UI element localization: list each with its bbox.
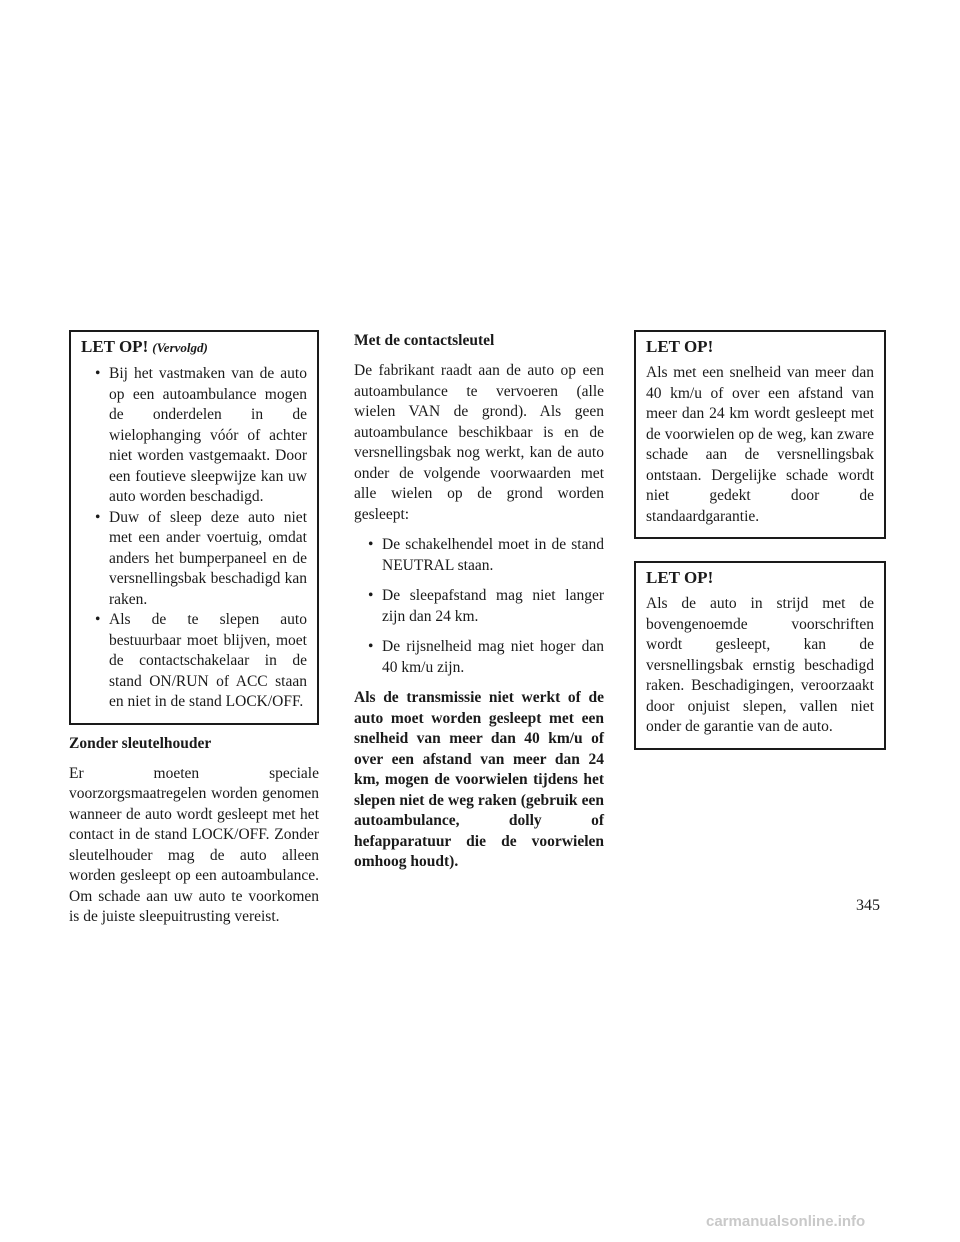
caution-box-continued [69,330,319,725]
section-paragraph: Er moeten speciale voorzorgsmaatregelen worden genomen wanneer de auto wordt gesleept met het contact in de stand LOCK/OFF. Zonder sleutelhouder mag de auto alleen worden gesleept op een autoambulance. Om schade aan uw auto te voorkomen is de juiste sleepuitrusting vereist. [69,764,319,925]
list-item: • De sleepafstand mag niet langer zijn dan 24 km. [368,587,604,625]
bullet-icon: • [368,638,374,655]
caution-title: LET OP! [646,568,714,587]
section-paragraph: De fabrikant raadt aan de auto op een autoambulance te vervoeren (alle wielen VAN de grond). Als geen autoambulance beschikbaar is en de versnellingsbak nog werkt, kan de auto onder de volgende voorwaarden met alle wielen op de grond worden gesleept: [354,362,604,523]
bullet-icon: • [368,536,374,553]
section-heading-with-key: Met de contactsleutel [354,332,495,349]
list-item: • Als de te slepen auto bestuurbaar moet blijven, moet de contactschakelaar in de stand ON/RUN of ACC staan en niet in de stand LOCK/OFF. [95,611,307,710]
list-item: • De rijsnelheid mag niet hoger dan 40 km/u zijn. [368,638,604,676]
column-right [634,330,886,750]
bullet-icon: • [95,611,101,628]
list-item: • Bij het vastmaken van de auto op een autoambulance mogen de onderdelen in de wielophanging vóór of achter niet worden vastgemaakt. Door een foutieve sleepwijze kan uw auto worden beschadigd. [95,365,307,505]
caution-title-text: LET OP! [81,337,149,356]
caution-box-towing [634,561,886,750]
bullet-icon: • [95,508,101,526]
caution-text: Als de auto in strijd met de bovengenoemde voorschriften wordt gesleept, kan de versnellingsbak ernstig beschadigd raken. Beschadigingen, veroorzaakt door onjuist slepen, vallen niet onder de garantie van de auto. [646,595,874,735]
conditions-list [354,535,604,678]
bullet-icon: • [95,365,101,382]
caution-continued-label: (Vervolgd) [152,340,208,355]
watermark: carmanualsonline.info [706,1213,866,1230]
caution-bullet-list [81,364,307,713]
caution-title [81,335,307,360]
caution-title: LET OP! [646,337,714,356]
bold-warning-paragraph: Als de transmissie niet werkt of de auto moet worden gesleept met een snelheid van meer dan 40 km/u of over een afstand van meer dan 24 km, mogen de voorwielen tijdens het slepen niet de weg raken (gebruik een autoambulance, dolly of hefapparatuur die de voorwielen omhoog houdt). [354,689,604,870]
bullet-icon: • [368,587,374,604]
page-number: 345 [856,897,880,914]
list-item: • De schakelhendel moet in de stand NEUTRAL staan. [368,536,604,574]
caution-box-speed [634,330,886,539]
caution-text: Als met een snelheid van meer dan 40 km/u of over een afstand van meer dan 24 km wordt gesleept met de voorwielen op de weg, kan zware schade aan de versnellingsbak ontstaan. Dergelijke schade wordt niet gedekt door de standaardgarantie. [646,364,874,525]
list-item: • Duw of sleep deze auto niet met een ander voertuig, omdat anders het bumperpaneel en de versnellingsbak beschadigd kan raken. [95,508,307,608]
section-heading-no-keyfob: Zonder sleutelhouder [69,734,212,752]
column-middle [354,330,604,883]
column-left [69,330,319,938]
